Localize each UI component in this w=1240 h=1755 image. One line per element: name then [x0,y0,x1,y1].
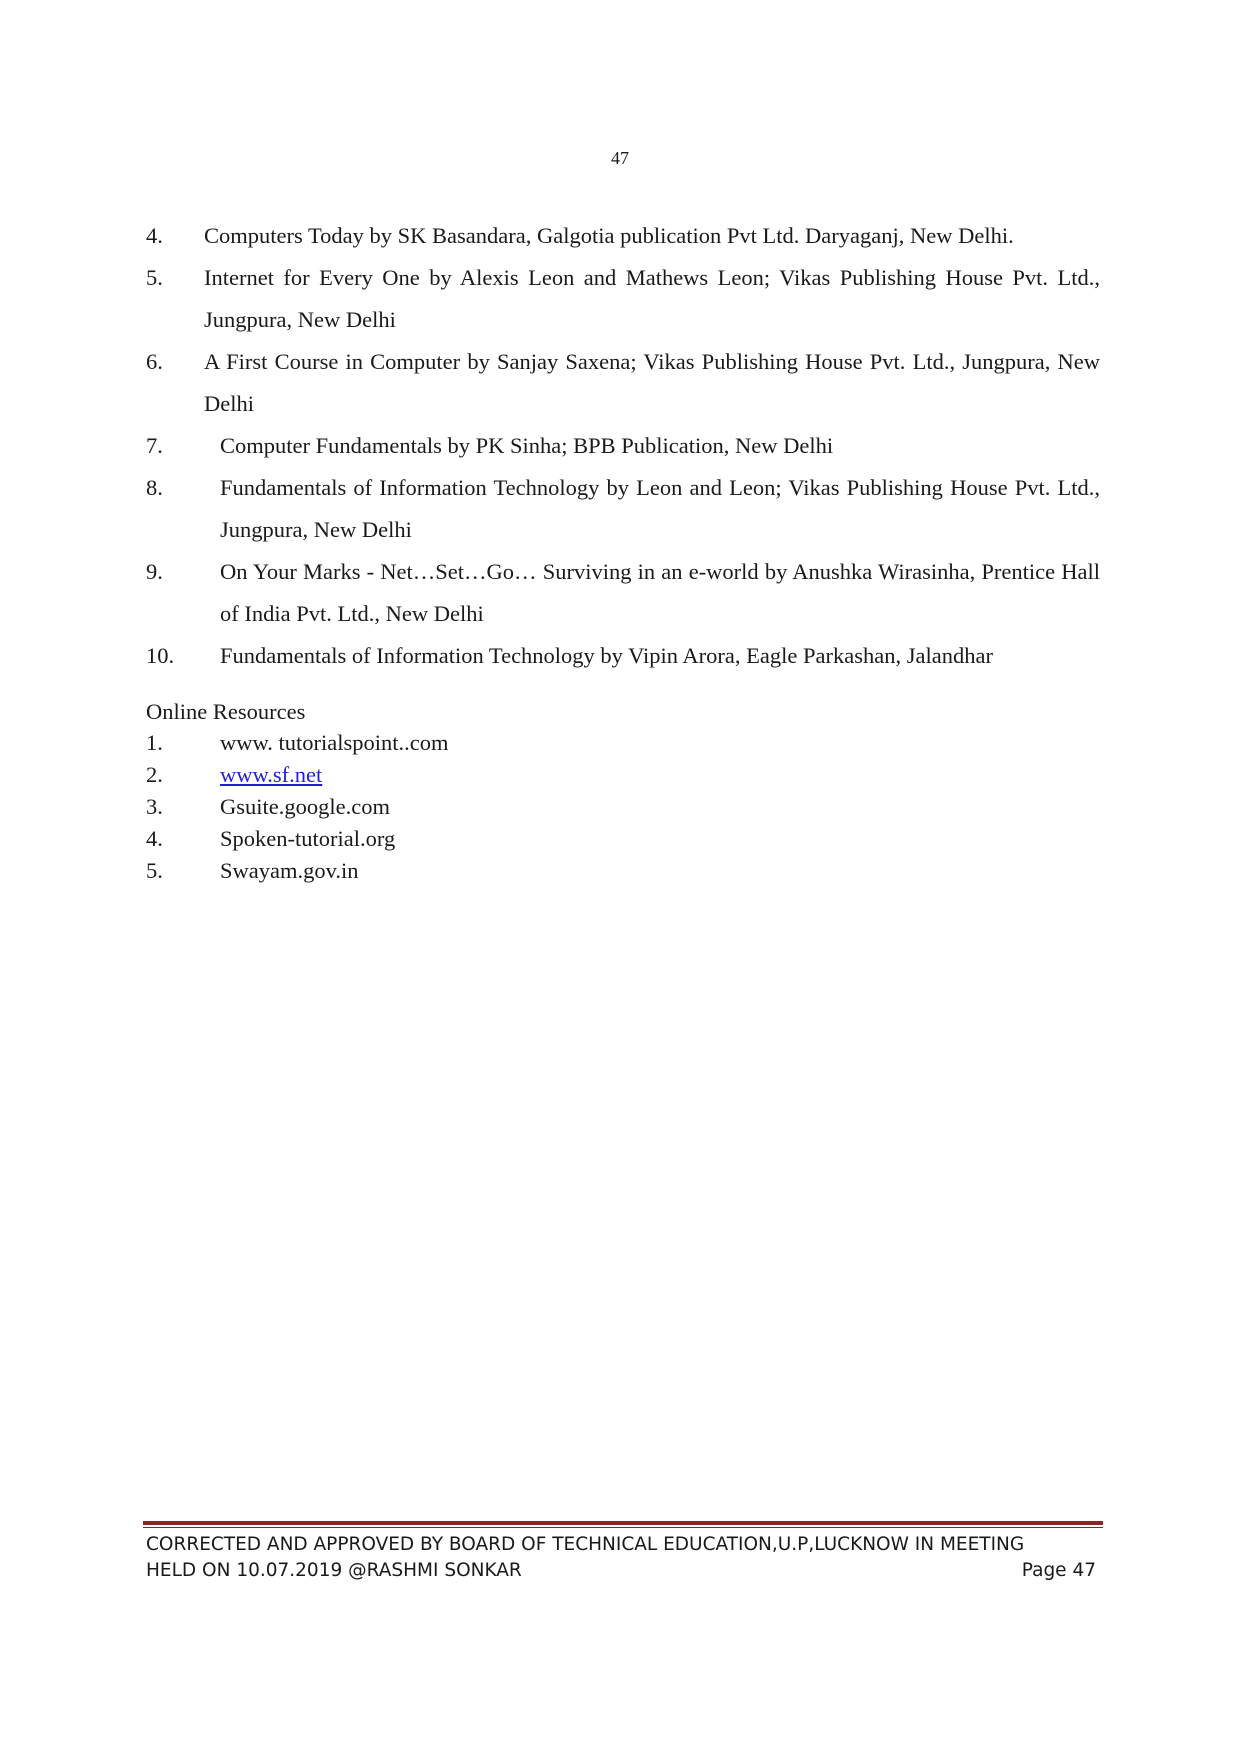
item-number: 10. [146,643,175,668]
item-text: Gsuite.google.com [220,794,390,819]
page-footer [146,1532,1096,1584]
reference-books-list [146,215,1100,677]
online-resources-list [146,727,846,887]
footer-approval-date: HELD ON 10.07.2019 @RASHMI SONKAR [146,1560,522,1581]
list-item [146,823,846,855]
list-item [146,635,1100,677]
list-item [146,257,1100,341]
footer-divider [143,1521,1103,1528]
list-item [146,551,1100,635]
list-item [146,341,1100,425]
footer-line-2 [146,1558,1096,1584]
list-item [146,215,1100,257]
footer-line-1: CORRECTED AND APPROVED BY BOARD OF TECHNICAL EDUCATION,U.P,LUCKNOW IN MEETING [146,1534,1025,1555]
list-item [146,791,846,823]
item-number: 6. [146,349,163,374]
item-number: 1. [146,730,163,755]
item-number: 5. [146,265,163,290]
page-number-top: 47 [611,148,629,168]
item-number: 7. [146,433,163,458]
item-text: Internet for Every One by Alexis Leon and Mathews Leon; Vikas Publishing House Pvt. Ltd., Jungpura, New Delhi [204,265,1100,332]
item-text: Computers Today by SK Basandara, Galgotia publication Pvt Ltd. Daryaganj, New Delhi. [204,223,1014,248]
item-number: 4. [146,826,163,851]
item-number: 9. [146,559,163,584]
list-item [146,855,846,887]
sf-net-link[interactable]: www.sf.net [220,762,323,787]
item-number: 2. [146,762,163,787]
item-text: Fundamentals of Information Technology by Leon and Leon; Vikas Publishing House Pvt. Ltd., Jungpura, New Delhi [220,475,1100,542]
item-text: Computer Fundamentals by PK Sinha; BPB Publication, New Delhi [220,433,834,458]
item-text [146,759,846,791]
item-number: 8. [146,475,163,500]
online-resources-heading: Online Resources [146,699,306,724]
item-text: Fundamentals of Information Technology by Vipin Arora, Eagle Parkashan, Jalandhar [220,643,993,668]
list-item [146,759,846,791]
item-number: 4. [146,223,163,248]
list-item [146,727,846,759]
list-item [146,467,1100,551]
item-number: 5. [146,858,163,883]
footer-page-number: Page 47 [1021,1560,1096,1581]
item-text: On Your Marks - Net…Set…Go… Surviving in an e-world by Anushka Wirasinha, Prentice Hall of India Pvt. Ltd., New Delhi [220,559,1100,626]
item-text: Swayam.gov.in [220,858,359,883]
item-text: Spoken-tutorial.org [220,826,396,851]
list-item [146,425,1100,467]
item-text: www. tutorialspoint..com [220,730,449,755]
item-text: A First Course in Computer by Sanjay Saxena; Vikas Publishing House Pvt. Ltd., Jungpura, New Delhi [204,349,1100,416]
item-number: 3. [146,794,163,819]
